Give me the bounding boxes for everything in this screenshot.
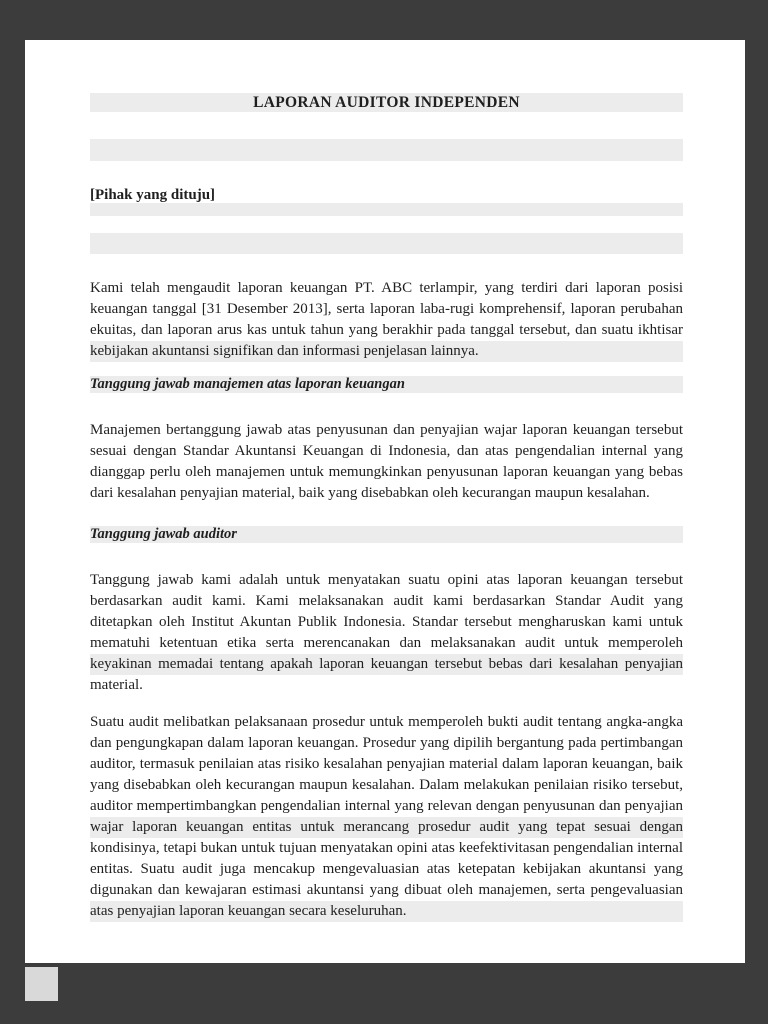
next-page-corner (25, 967, 58, 1001)
title-highlight-band (90, 93, 683, 112)
document-title: LAPORAN AUDITOR INDEPENDEN (253, 93, 520, 111)
section-heading-auditor: Tanggung jawab auditor (90, 526, 237, 542)
auditor-paragraph-2: Suatu audit melibatkan pelaksanaan prosedur untuk memperoleh bukti audit tentang angka-angka dan pengungkapan dalam laporan keuangan. Prosedur yang dipilih bergantung pada pertimbangan auditor, termasuk penilaian atas risiko kesalahan penyajian material dalam laporan keuangan, baik yang disebabkan oleh kecurangan maupun kesalahan. Dalam melakukan penilaian risiko tersebut, auditor mempertimbangkan pengendalian internal yang relevan dengan penyusunan dan penyajian wajar laporan keuangan entitas untuk merancang prosedur audit yang tepat sesuai dengan kondisinya, tetapi bukan untuk tujuan menyatakan opini atas keefektivitasan pengendalian internal entitas. Suatu audit juga mencakup mengevaluasian atas ketepatan kebijakan akuntansi yang digunakan dan kewajaran estimasi akuntansi yang dibuat oleh manajemen, serta pengevaluasian atas penyajian laporan keuangan secara keseluruhan. (90, 712, 683, 922)
intro-paragraph: Kami telah mengaudit laporan keuangan PT. ABC terlampir, yang terdiri dari laporan posisi keuangan tanggal [31 Desember 2013], serta laporan laba-rugi komprehensif, laporan perubahan ekuitas, dan laporan arus kas untuk tahun yang berakhir pada tanggal tersebut, dan suatu ikhtisar kebijakan akuntansi signifikan dan informasi penjelasan lainnya. (90, 278, 683, 362)
management-paragraph: Manajemen bertanggung jawab atas penyusunan dan penyajian wajar laporan keuangan tersebut sesuai dengan Standar Akuntansi Keuangan di Indonesia, dan atas pengendalian internal yang dianggap perlu oleh manajemen untuk memungkinkan penyusunan laporan keuangan yang bebas dari kesalahan penyajian material, baik yang disebabkan oleh kecurangan maupun kesalahan. (90, 422, 683, 501)
placeholder-line (90, 233, 683, 254)
section-heading-band (90, 526, 683, 543)
document-page (25, 40, 745, 963)
auditor-paragraph-1: Tanggung jawab kami adalah untuk menyatakan suatu opini atas laporan keuangan tersebut berdasarkan audit kami. Kami melaksanakan audit kami berdasarkan Standar Audit yang ditetapkan oleh Institut Akuntan Publik Indonesia. Standar tersebut mengharuskan kami untuk mematuhi ketentuan etika serta merencanakan dan melaksanakan audit untuk memperoleh keyakinan memadai tentang apakah laporan keuangan tersebut bebas dari kesalahan penyajian material. (90, 570, 683, 696)
placeholder-line (90, 203, 683, 216)
section-heading-band (90, 376, 683, 393)
placeholder-line (90, 139, 683, 161)
addressee-line: [Pihak yang dituju] (90, 187, 216, 203)
section-heading-management: Tanggung jawab manajemen atas laporan keuangan (90, 376, 405, 392)
